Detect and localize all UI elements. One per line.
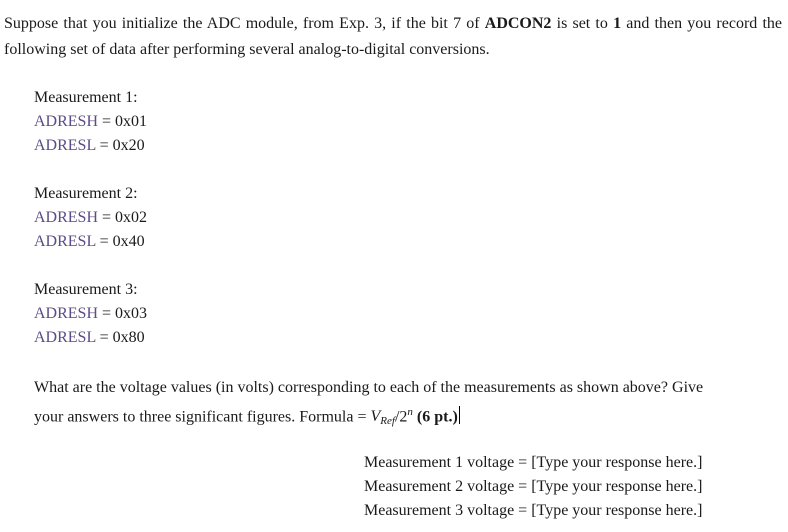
answer-label: Measurement 1 voltage =	[364, 454, 532, 471]
intro-text-1: Suppose that you initialize the ADC module, from Exp. 3, if the bit 7 of	[4, 15, 485, 32]
adresh-label: ADRESH	[34, 113, 99, 130]
adresl-label: ADRESL	[34, 233, 96, 250]
adresh-value: = 0x03	[98, 305, 148, 322]
measurement-heading: Measurement 3:	[34, 281, 138, 298]
question-text	[34, 376, 734, 433]
question-body: What are the voltage values (in volts) corresponding to each of the measurements as shown above? Give your answers to three significant figures. Formula =	[34, 379, 704, 426]
response-field-3[interactable]: [Type your response here.]	[531, 502, 703, 519]
measurement-block-2	[34, 182, 147, 254]
adresl-value: = 0x40	[95, 233, 145, 250]
text-cursor	[459, 406, 460, 424]
intro-text-2: is set to	[551, 15, 614, 32]
points-label: (6 pt.)	[412, 408, 458, 426]
response-field-1[interactable]: [Type your response here.]	[531, 454, 703, 471]
formula-subscript: Ref	[380, 415, 395, 428]
formula-v: V	[370, 408, 381, 426]
answer-label: Measurement 3 voltage =	[364, 502, 532, 519]
adresh-value: = 0x01	[98, 113, 148, 130]
answer-section	[364, 451, 702, 523]
adresh-value: = 0x02	[98, 209, 148, 226]
bit-value: 1	[613, 15, 622, 32]
problem-intro	[4, 11, 782, 63]
adresl-label: ADRESL	[34, 137, 96, 154]
adresl-line	[34, 230, 147, 254]
response-field-2[interactable]: [Type your response here.]	[531, 478, 703, 495]
adresh-label: ADRESH	[34, 209, 99, 226]
answer-row-1	[364, 451, 702, 475]
adresh-line	[34, 206, 147, 230]
measurement-heading: Measurement 1:	[34, 89, 138, 106]
measurement-block-1	[34, 86, 147, 158]
adresh-label: ADRESH	[34, 305, 99, 322]
adresl-value: = 0x20	[95, 137, 145, 154]
answer-label: Measurement 2 voltage =	[364, 478, 532, 495]
adresl-value: = 0x80	[95, 329, 145, 346]
adresl-line	[34, 326, 147, 350]
measurement-heading: Measurement 2:	[34, 185, 138, 202]
adresh-line	[34, 302, 147, 326]
adresh-line	[34, 110, 147, 134]
formula-exponent: n	[407, 406, 413, 418]
measurement-block-3	[34, 278, 147, 350]
formula-divisor: /2	[394, 408, 408, 426]
formula	[370, 408, 395, 428]
adresl-line	[34, 134, 147, 158]
answer-row-3	[364, 499, 702, 523]
register-name: ADCON2	[484, 15, 552, 32]
adresl-label: ADRESL	[34, 329, 96, 346]
intro-text-3: and then you record the following set of data after performing several analog-to-digital conversions.	[4, 15, 783, 58]
answer-row-2	[364, 475, 702, 499]
